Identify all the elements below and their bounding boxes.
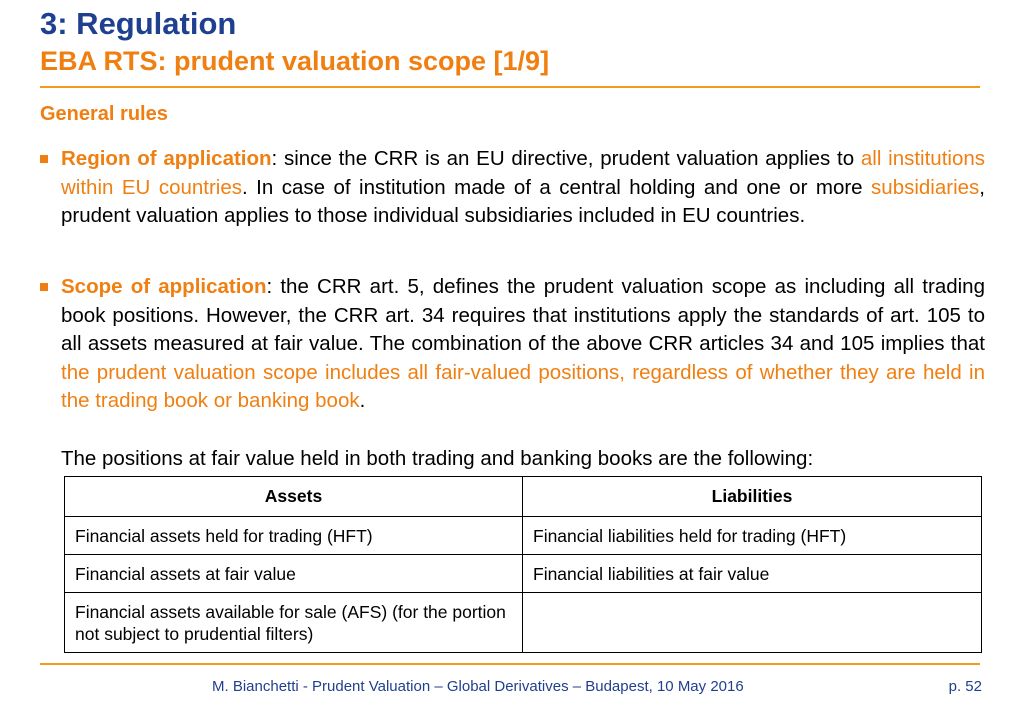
bullet-label: Scope of application bbox=[61, 275, 267, 298]
fair-value-positions-table bbox=[64, 476, 982, 653]
table-header-row bbox=[65, 477, 982, 517]
bullet-highlight: the prudent valuation scope includes all fair-valued positions, regardless of whether they are held in the trading book or banking book bbox=[61, 360, 985, 412]
bullet-highlight: subsidiaries bbox=[871, 175, 980, 199]
footer-divider bbox=[40, 663, 980, 665]
bullet-text: . bbox=[359, 389, 366, 412]
table-cell: Financial assets held for trading (HFT) bbox=[65, 517, 523, 555]
table-intro-text: The positions at fair value held in both trading and banking books are the following: bbox=[61, 447, 814, 470]
column-header-liabilities: Liabilities bbox=[523, 477, 982, 517]
bullet-text: : the CRR art. 5, defines the prudent valuation scope as including all trading book positions. However, the CRR art. 34 requires that institutions apply the standards of art. 105 to all assets measured at fair value. The combination of the above CRR articles 34 and 105 implies that bbox=[61, 275, 985, 355]
bullet-scope-of-application bbox=[61, 273, 985, 416]
footer-citation: M. Bianchetti - Prudent Valuation – Global Derivatives – Budapest, 10 May 2016 bbox=[212, 678, 744, 695]
column-header-assets: Assets bbox=[65, 477, 523, 517]
section-heading: General rules bbox=[40, 103, 168, 125]
bullet-region-of-application bbox=[61, 145, 985, 231]
header-divider bbox=[40, 86, 980, 88]
slide-title: 3: Regulation bbox=[40, 6, 237, 41]
page-number: p. 52 bbox=[948, 678, 982, 695]
table-row bbox=[65, 593, 982, 653]
table-cell bbox=[523, 593, 982, 653]
bullet-text: . In case of institution made of a central holding and one or more bbox=[242, 175, 872, 199]
table-row bbox=[65, 555, 982, 593]
bullet-text: : since the CRR is an EU directive, prudent valuation applies to bbox=[271, 147, 861, 170]
bullet-highlight: all institutions within EU countries bbox=[61, 147, 985, 199]
table-cell: Financial liabilities at fair value bbox=[523, 555, 982, 593]
table-row bbox=[65, 517, 982, 555]
slide-subtitle: EBA RTS: prudent valuation scope [1/9] bbox=[40, 46, 550, 76]
square-bullet-icon bbox=[40, 283, 48, 291]
table-cell: Financial assets available for sale (AFS) (for the portion not subject to prudential filters) bbox=[65, 593, 523, 653]
square-bullet-icon bbox=[40, 155, 48, 163]
table-cell: Financial assets at fair value bbox=[65, 555, 523, 593]
table-cell: Financial liabilities held for trading (HFT) bbox=[523, 517, 982, 555]
bullet-text: , prudent valuation applies to those individual subsidiaries included in EU countries. bbox=[61, 175, 985, 227]
bullet-label: Region of application bbox=[61, 147, 272, 170]
